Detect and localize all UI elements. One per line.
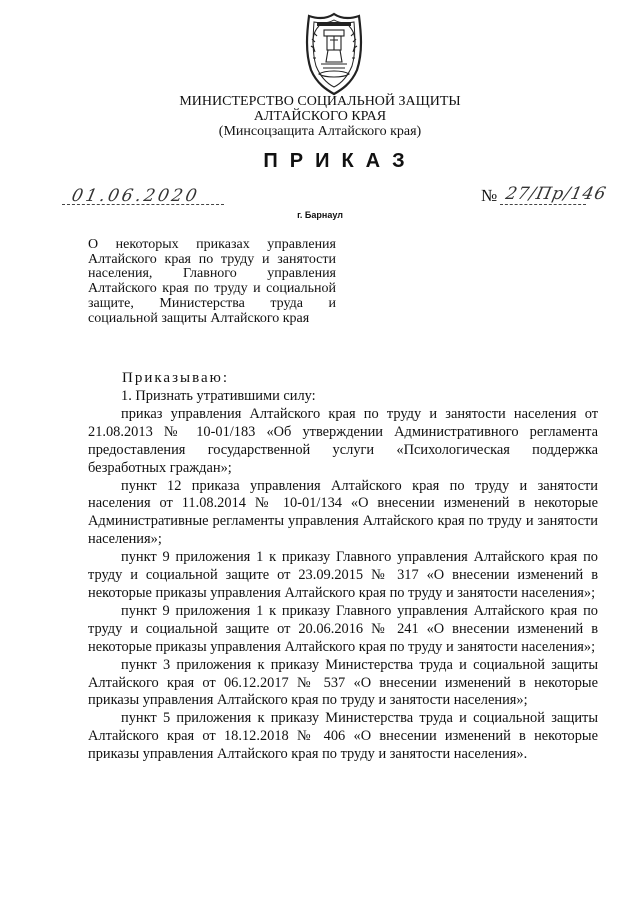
document-type-title: ПРИКАЗ bbox=[263, 150, 417, 172]
number-sign: № bbox=[481, 186, 498, 205]
body-paragraph: пункт 12 приказа управления Алтайского края по труду и занятости населения от 11.08.2014 № 10-01/134 «О внесении изменений в некоторые Административные регламенты управления Алтайского края по труду и занятости населения»; bbox=[88, 477, 598, 548]
ministry-header bbox=[0, 94, 640, 139]
handwritten-date: 01.06.2020 bbox=[69, 186, 202, 206]
body-paragraph: пункт 9 приложения 1 к приказу Главного управления Алтайского края по труду и социальной защите от 20.06.2016 № 241 «О внесении изменений в некоторые приказы управления Алтайского края по труду и занятости населения»; bbox=[88, 602, 598, 655]
ministry-short-name: (Минсоцзащита Алтайского края) bbox=[218, 124, 422, 139]
body-paragraph: приказ управления Алтайского края по труду и занятости населения от 21.08.2013 № 10-01/183 «Об утверждении Административного регламента предоставления государственной услуги «Психологическая поддержка безработных граждан»; bbox=[88, 405, 598, 476]
body-paragraph: 1. Признать утратившими силу: bbox=[121, 388, 316, 404]
number-underline bbox=[500, 204, 586, 205]
coat-of-arms-emblem bbox=[295, 12, 373, 96]
body-paragraph: пункт 3 приложения к приказу Министерства труда и социальной защиты Алтайского края от 06.12.2017 № 537 «О внесении изменений в некоторые приказы управления Алтайского края по труду и занятости населения»; bbox=[88, 656, 598, 709]
order-directive-word: Приказываю: bbox=[122, 370, 229, 386]
body-paragraph: пункт 5 приложения к приказу Министерства труда и социальной защиты Алтайского края от 18.12.2018 № 406 «О внесении изменений в некоторые приказы управления Алтайского края по труду и занятости населения». bbox=[88, 710, 598, 763]
ministry-name-line2: АЛТАЙСКОГО КРАЯ bbox=[253, 109, 387, 124]
order-body bbox=[88, 388, 598, 764]
date-underline bbox=[62, 204, 224, 205]
body-paragraph: пункт 9 приложения 1 к приказу Главного управления Алтайского края по труду и социальной защите от 23.09.2015 № 317 «О внесении изменений в некоторые приказы управления Алтайского края по труду и занятости населения»; bbox=[88, 549, 598, 601]
handwritten-order-number: 27/Пр/146 bbox=[503, 184, 609, 204]
order-subject: О некоторых приказах управления Алтайского края по труду и занятости населения, Главного управления Алтайского края по труду и социальной защите, Министерства труда и социальной защиты Алтайского края bbox=[88, 237, 336, 326]
city-label: г. Барнаул bbox=[297, 210, 343, 220]
ministry-name-line1: МИНИСТЕРСТВО СОЦИАЛЬНОЙ ЗАЩИТЫ bbox=[179, 94, 461, 109]
